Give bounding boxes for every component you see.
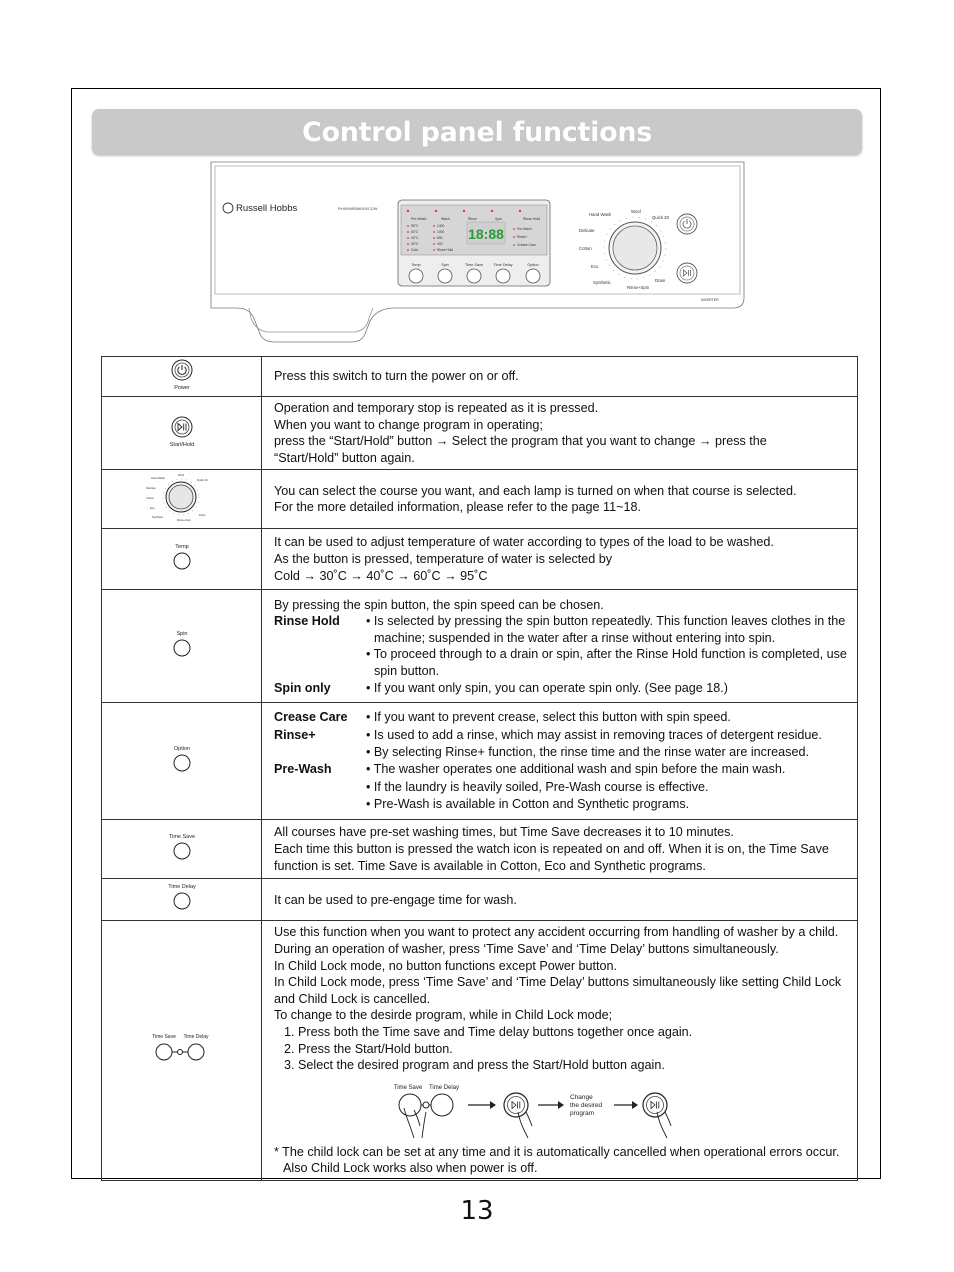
dial-synthetic: Synthetic — [151, 515, 163, 519]
spin-only-item-1: • If you want only spin, you can operate spin only. (See page 18.) — [366, 680, 728, 695]
child-lock-time-save-label: Time Save — [151, 1034, 176, 1041]
dial-eco: Eco — [149, 506, 155, 510]
time-delay-line-1: It can be used to pre-engage time for wash. — [274, 892, 517, 907]
arrow-icon — [490, 1101, 496, 1109]
pre-wash-item-2: • If the laundry is heavily soiled, Pre-Wash course is effective. — [366, 779, 709, 794]
def-rinse-plus — [274, 727, 851, 762]
table-row-program-dial — [102, 470, 858, 529]
digital-display: 18:88 — [468, 226, 504, 242]
dial-cotton: Cotton — [145, 496, 154, 500]
child-lock-step-2: 2. Press the Start/Hold button. — [284, 1041, 453, 1056]
table-row-power — [102, 357, 858, 397]
rinse-plus-item-1: • Is used to add a rinse, which may assist in removing traces of detergent residue. — [366, 727, 822, 742]
time-save-button-icon — [160, 831, 204, 863]
temp-button-illus — [409, 269, 423, 283]
table-row-temp — [102, 529, 858, 590]
dial-hand-wash: Hand Wash — [150, 476, 165, 480]
time-save-line-2: Each time this button is pressed the watch icon is repeated on and off. When it is on, the Time Save function is set. Time Save is available in Cotton, Eco and Synthetic programs. — [274, 842, 829, 873]
status-wash: Wash — [441, 217, 450, 221]
time-save-button-illus — [467, 269, 481, 283]
option-icon-label: Option — [173, 745, 190, 752]
page-title: Control panel functions — [301, 116, 653, 148]
spin-icon-label: Spin — [175, 630, 188, 637]
rinse-hold-item-1: • Is selected by pressing the spin button repeatedly. This function leaves clothes in the machine; suspended in the water after a rinse without entering into spin. — [366, 614, 846, 645]
dial-wool: Wool — [177, 473, 184, 477]
term-spin-only: Spin only — [274, 680, 331, 695]
term-rinse-hold: Rinse Hold — [274, 614, 340, 629]
start-hold-line-4: “Start/Hold” button again. — [274, 450, 415, 465]
speed-1000: 1000 — [437, 230, 445, 234]
btn-label-option: Option — [527, 263, 539, 267]
start-hold-button-illus — [677, 263, 697, 283]
start-hold-icon-label: Start/Hold — [169, 441, 194, 448]
table-row-start-hold — [102, 397, 858, 470]
speed-400: 400 — [437, 242, 443, 246]
btn-label-time-save: Time Save — [464, 263, 484, 267]
table-row-time-save — [102, 820, 858, 879]
status-prewash: Pre-Wash — [411, 217, 427, 221]
change-text-2: the desired — [570, 1101, 603, 1109]
temp-95: 95°C — [411, 224, 419, 228]
def-spin-only — [274, 680, 851, 697]
def-pre-wash — [274, 761, 851, 813]
spin-button-icon — [162, 628, 202, 660]
prog-hand-wash: Hand Wash — [589, 212, 612, 217]
control-panel-illustration — [205, 158, 750, 344]
speed-rinse-hold: Rinse Hold — [437, 248, 454, 252]
child-lock-line-2: During an operation of washer, press ‘Time Save’ and ‘Time Delay’ buttons simultaneously. — [274, 941, 779, 956]
option-crease-care: Crease Care — [517, 243, 536, 247]
temp-40: 40°C — [411, 236, 419, 240]
def-crease-care — [274, 709, 851, 726]
table-row-spin — [102, 590, 858, 703]
program-dial-illus — [604, 217, 666, 279]
power-icon — [162, 357, 202, 391]
diagram-time-delay-label: Time Delay — [428, 1084, 460, 1091]
power-button-illus — [677, 214, 697, 234]
temp-30: 30°C — [411, 242, 419, 246]
start-hold-line-1: Operation and temporary stop is repeated as it is pressed. — [274, 401, 599, 415]
child-lock-note: * The child lock can be set at any time and it is automatically cancelled when operational errors occur. Also Child Lock works also when power is off. — [274, 1144, 840, 1176]
spin-button-illus — [438, 269, 452, 283]
temp-line-2: As the button is pressed, temperature of water is selected by — [274, 552, 613, 567]
temp-line-3: Cold → 30˚C → 40˚C → 60˚C → 95˚C — [274, 568, 488, 583]
dial-quick30: Quick 30 — [196, 478, 208, 482]
option-button-icon — [162, 743, 202, 775]
term-rinse-plus: Rinse+ — [274, 727, 316, 742]
brand-name: Russell Hobbs — [236, 203, 298, 214]
prog-delicate: Delicate — [579, 228, 595, 233]
btn-label-spin: Spin — [441, 263, 449, 267]
prog-drain: Drain — [655, 278, 666, 283]
child-lock-time-delay-label: Time Delay — [182, 1034, 209, 1041]
rinse-hold-item-2: • To proceed through to a drain or spin, after the Rinse Hold function is completed, use spin button. — [366, 647, 847, 678]
rinse-plus-item-2: • By selecting Rinse+ function, the rinse time and the rinse water are increased. — [366, 745, 809, 760]
child-lock-steps-diagram — [392, 1082, 682, 1140]
spin-intro: By pressing the spin button, the spin speed can be chosen. — [274, 597, 604, 612]
page-number: 13 — [460, 1196, 494, 1226]
btn-label-temp: Temp — [411, 263, 421, 267]
prog-cotton: Cotton — [579, 246, 592, 251]
start-hold-line-3: press the “Start/Hold” button → Select the program that you want to change → press the — [274, 434, 767, 449]
child-lock-line-1: Use this function when you want to protect any accident occurring from handling of washer by a child. — [274, 925, 839, 940]
dial-line-2: For the more detailed information, please refer to the page 11~18. — [274, 500, 641, 515]
program-dial-icon — [137, 471, 227, 523]
time-save-line-1: All courses have pre-set washing times, but Time Save decreases it to 10 minutes. — [274, 825, 734, 840]
lock-link-icon — [177, 1050, 182, 1055]
speed-1400: 1400 — [437, 224, 445, 228]
change-text-1: Change — [570, 1093, 593, 1101]
status-rinse-hold: Rinse Hold — [523, 217, 541, 221]
title-banner — [92, 109, 862, 155]
child-lock-icon — [150, 1031, 214, 1065]
child-lock-line-3: In Child Lock mode, no button functions except Power button. — [274, 958, 618, 973]
pre-wash-item-1: • The washer operates one additional wash and spin before the main wash. — [366, 762, 786, 777]
prog-rinse-spin: Rinse+Spin — [627, 285, 650, 290]
status-spin: Spin — [495, 217, 503, 221]
child-lock-step-1: 1. Press both the Time save and Time delay buttons together once again. — [284, 1024, 693, 1039]
temp-line-1: It can be used to adjust temperature of water according to types of the load to be washed. — [274, 535, 774, 550]
change-text-3: program — [570, 1109, 595, 1117]
time-delay-button-icon — [160, 881, 204, 913]
dial-delicate: Delicate — [145, 486, 156, 490]
power-description: Press this switch to turn the power on or off. — [274, 369, 519, 384]
pre-wash-item-3: • Pre-Wash is available in Cotton and Synthetic programs. — [366, 796, 690, 811]
option-rinse-plus: Rinse+ — [517, 235, 528, 239]
dial-drain: Drain — [198, 513, 205, 517]
child-lock-line-4: In Child Lock mode, press ‘Time Save’ and ‘Time Delay’ buttons simultaneously like setting Child Lock and Child Lock is cancelled. — [274, 975, 842, 1006]
diagram-time-save-label: Time Save — [393, 1084, 423, 1091]
time-save-icon-label: Time Save — [168, 833, 195, 840]
option-prewash: Pre-Wash — [517, 227, 532, 231]
prog-synthetic: Synthetic — [593, 280, 611, 285]
functions-table — [101, 356, 858, 1181]
term-crease-care: Crease Care — [274, 710, 348, 725]
prog-wool: Wool — [631, 209, 641, 214]
term-pre-wash: Pre-Wash — [274, 762, 332, 777]
dial-line-1: You can select the course you want, and each lamp is turned on when that course is selected. — [274, 483, 797, 498]
temp-60: 60°C — [411, 230, 419, 234]
time-delay-button-illus — [496, 269, 510, 283]
table-row-option — [102, 703, 858, 820]
def-rinse-hold — [274, 613, 851, 679]
time-delay-icon-label: Time Delay — [167, 884, 196, 891]
temp-icon-label: Temp — [174, 543, 189, 550]
crease-care-item-1: • If you want to prevent crease, select this button with spin speed. — [366, 710, 731, 725]
temp-cold: Cold — [411, 248, 418, 252]
speed-800: 800 — [437, 236, 443, 240]
child-lock-step-3: 3. Select the desired program and press the Start/Hold button again. — [284, 1058, 665, 1073]
table-row-child-lock — [102, 921, 858, 1181]
start-hold-icon — [162, 413, 202, 449]
prog-eco: Eco — [591, 264, 599, 269]
model-number: RH9WMBIMI500CDW — [338, 206, 378, 211]
brand-logo-icon — [223, 203, 233, 213]
table-row-time-delay — [102, 879, 858, 921]
btn-label-time-delay: Time Delay — [493, 263, 513, 267]
inverter-badge: INVERTER — [701, 298, 719, 302]
temp-button-icon — [162, 541, 202, 573]
dial-rinse-spin: Rinse+Spin — [176, 518, 191, 522]
prog-quick30: Quick 30 — [652, 215, 669, 220]
option-button-illus — [526, 269, 540, 283]
power-icon-label: Power — [173, 385, 190, 391]
child-lock-line-5: To change to the desirde program, while in Child Lock mode; — [274, 1008, 613, 1023]
start-hold-line-2: When you want to change program in operating; — [274, 417, 543, 432]
status-rinse: Rinse — [468, 217, 477, 221]
